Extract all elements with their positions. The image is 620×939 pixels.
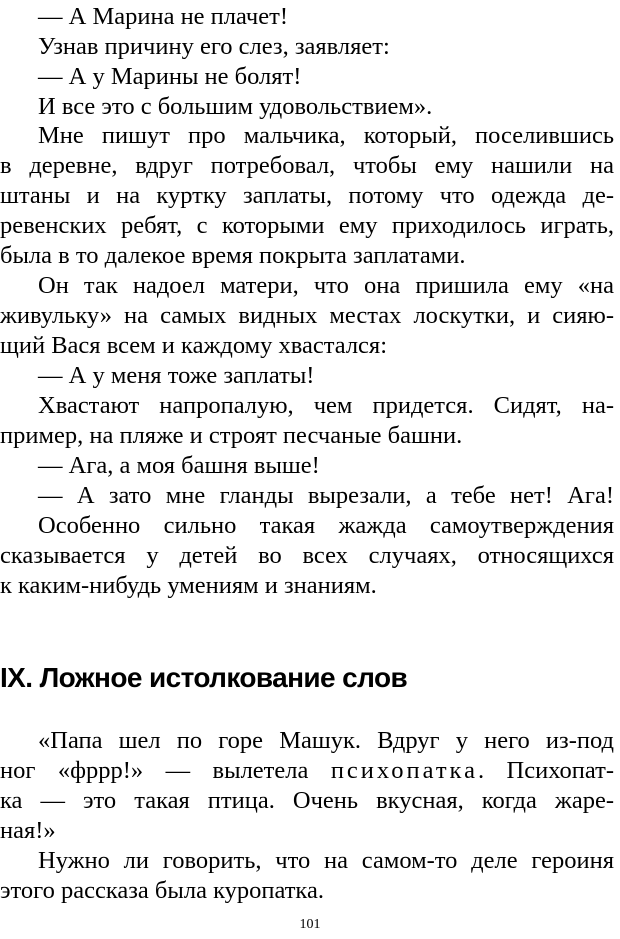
text-line: Узнав причину его слез, заявляет:	[38, 33, 390, 60]
text-segment: . Психопат-	[477, 757, 614, 784]
emphasized-word: психопатка	[330, 757, 478, 784]
text-line: в деревне, вдруг потребовал, чтобы ему нашили на	[0, 152, 614, 179]
text-segment: ног «фррр!» — вылетела	[0, 757, 331, 784]
text-line: щий Вася всем и каждому хвастался:	[0, 332, 388, 359]
text-line: пример, на пляже и строят песчаные башни.	[0, 422, 463, 449]
text-line: этого рассказа была куропатка.	[0, 877, 324, 904]
text-line: — Ага, а моя башня выше!	[38, 452, 320, 479]
text-line: штаны и на куртку заплаты, потому что одежда де-	[0, 182, 614, 209]
text-line: к каким-нибудь умениям и знаниям.	[0, 572, 377, 599]
text-line: Особенно сильно такая жажда самоутверждения	[38, 512, 614, 539]
text-line: И все это с большим удовольствием».	[38, 93, 433, 120]
text-line: Мне пишут про мальчика, который, поселившись	[38, 122, 614, 149]
text-line	[0, 754, 614, 788]
text-line: — А зато мне гланды вырезали, а тебе нет! Ага!	[38, 482, 614, 509]
text-line: живульку» на самых видных местах лоскутки, и сияю-	[0, 302, 614, 329]
text-line: сказывается у детей во всех случаях, относящихся	[0, 542, 614, 569]
text-line: ка — это такая птица. Очень вкусная, когда жаре-	[0, 787, 614, 814]
text-line: «Папа шел по горе Машук. Вдруг у него из-под	[38, 727, 614, 754]
text-line: — А у меня тоже заплаты!	[38, 362, 315, 389]
text-line: Нужно ли говорить, что на самом-то деле героиня	[38, 847, 614, 874]
text-line: ревенских ребят, с которыми ему приходилось играть,	[0, 212, 614, 239]
text-line: Хвастают напропалую, чем придется. Сидят, на-	[38, 392, 614, 419]
text-line: была в то далекое время покрыта заплатами.	[0, 242, 466, 269]
text-line: — А Марина не плачет!	[38, 3, 288, 30]
text-line: ная!»	[0, 817, 56, 844]
text-line: Он так надоел матери, что она пришила ему «на	[38, 272, 614, 299]
chapter-heading: IX. Ложное истолкование слов	[0, 662, 408, 693]
page-number: 101	[299, 917, 321, 932]
text-line: — А у Марины не болят!	[38, 63, 302, 90]
